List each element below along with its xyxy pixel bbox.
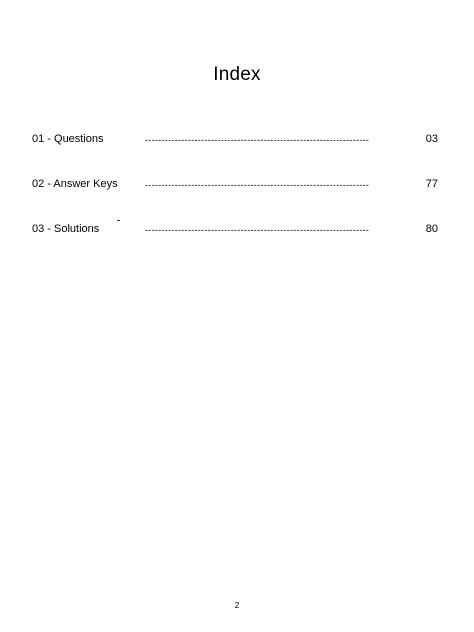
entry-label: 03 - Solutions [32,223,100,235]
index-entry-answer-keys [32,173,438,195]
page-title: Index [213,64,261,85]
dot-leader: -------------------------------------------------------------------- [145,180,370,190]
index-entry-questions [32,128,438,150]
dot-leader: -------------------------------------------------------------------- [145,225,370,235]
entry-label: 01 - Questions [32,133,104,145]
stray-mark [117,220,120,221]
entry-page-number: 80 [425,223,438,235]
footer-page-number: 2 [234,601,240,610]
entry-page-number: 03 [425,133,438,145]
entry-page-number: 77 [425,178,438,190]
index-list [32,128,438,263]
dot-leader: -------------------------------------------------------------------- [145,135,370,145]
entry-label: 02 - Answer Keys [32,178,118,190]
index-entry-solutions [32,218,438,240]
